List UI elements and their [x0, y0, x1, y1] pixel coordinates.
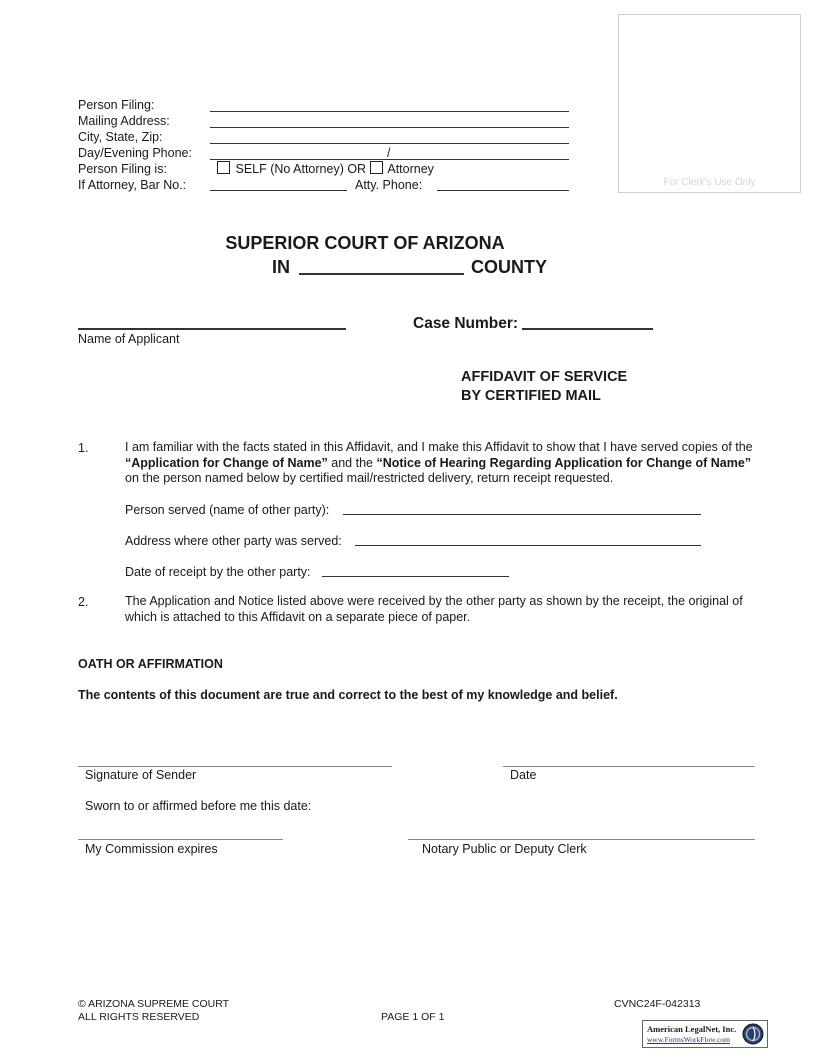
commission-label: My Commission expires [85, 842, 218, 856]
phone-separator: / [387, 146, 391, 160]
item1-bold-b: “Notice of Hearing Regarding Application for Change of Name” [376, 455, 752, 470]
date-receipt-field[interactable] [322, 576, 509, 577]
county-prefix: IN [272, 257, 290, 277]
mailing-address-label: Mailing Address: [78, 114, 170, 128]
person-filing-label: Person Filing: [78, 98, 155, 112]
item1-text-c: on the person named below by certified mail/restricted delivery, return receipt requested. [125, 471, 614, 485]
item1-text [125, 440, 755, 487]
item1-text-b: and the [327, 455, 377, 470]
sender-signature-label: Signature of Sender [85, 768, 197, 782]
item2-text: The Application and Notice listed above were received by the other party as shown by the receipt, the original of which is attached to this Affidavit on a separate piece of paper. [125, 594, 743, 624]
affidavit-title-line2: BY CERTIFIED MAIL [461, 388, 601, 404]
self-checkbox[interactable] [217, 161, 230, 174]
bar-number-field[interactable] [210, 190, 347, 191]
footer-rights: ALL RIGHTS RESERVED [78, 1011, 200, 1023]
county-line [272, 255, 290, 279]
affidavit-title [461, 368, 627, 406]
applicant-name-label: Name of Applicant [78, 332, 180, 346]
county-field[interactable] [299, 273, 464, 275]
address-served-label: Address where other party was served: [125, 534, 342, 548]
phone-label: Day/Evening Phone: [78, 146, 192, 160]
person-filing-field[interactable] [210, 111, 569, 112]
atty-phone-field[interactable] [437, 190, 569, 191]
footer-form-code: CVNC24F-042313 [614, 998, 701, 1010]
affidavit-title-line1: AFFIDAVIT OF SERVICE [461, 369, 628, 385]
date-signature-field[interactable] [503, 766, 755, 767]
footer-copyright: © ARIZONA SUPREME COURT [78, 998, 230, 1010]
date-receipt-label: Date of receipt by the other party: [125, 565, 311, 579]
case-number-label: Case Number: [413, 315, 519, 332]
city-state-zip-field[interactable] [210, 143, 569, 144]
notary-field[interactable] [408, 839, 755, 840]
sworn-label: Sworn to or affirmed before me this date: [85, 799, 312, 813]
notary-label: Notary Public or Deputy Clerk [422, 842, 587, 856]
case-number-field[interactable] [522, 328, 653, 330]
court-title: SUPERIOR COURT OF ARIZONA [225, 233, 505, 253]
atty-phone-label: Atty. Phone: [355, 178, 423, 192]
filing-status-options [217, 161, 434, 177]
item1-number: 1. [78, 441, 89, 455]
item1-text-a: I am familiar with the facts stated in this Affidavit, and I make this Affidavit to show that I have served copies of the [125, 440, 753, 454]
mailing-address-field[interactable] [210, 127, 569, 128]
logo-company: American LegalNet, Inc. [647, 1024, 737, 1034]
globe-icon [741, 1022, 765, 1046]
footer-page: PAGE 1 OF 1 [381, 1011, 445, 1023]
logo-url: www.FormsWorkFlow.com [647, 1035, 731, 1044]
city-state-zip-label: City, State, Zip: [78, 130, 163, 144]
attorney-checkbox[interactable] [370, 161, 383, 174]
county-suffix: COUNTY [471, 257, 547, 277]
person-filing-is-label: Person Filing is: [78, 162, 167, 176]
item1-bold-a: “Application for Change of Name” [125, 455, 328, 470]
person-served-field[interactable] [343, 514, 701, 515]
date-signature-label: Date [510, 768, 537, 782]
person-served-label: Person served (name of other party): [125, 503, 330, 517]
clerk-use-label: For Clerk's Use Only [663, 177, 756, 188]
item2-number: 2. [78, 595, 89, 609]
attorney-option-label: Attorney [387, 162, 434, 176]
address-served-field[interactable] [355, 545, 701, 546]
self-option-label: SELF (No Attorney) OR [235, 162, 367, 176]
oath-statement: The contents of this document are true and correct to the best of my knowledge and belief. [78, 688, 618, 702]
clerk-use-box [618, 14, 801, 193]
oath-heading: OATH OR AFFIRMATION [78, 657, 223, 671]
bar-number-label: If Attorney, Bar No.: [78, 178, 187, 192]
applicant-name-field[interactable] [78, 328, 346, 330]
legalnet-logo[interactable] [642, 1020, 768, 1048]
commission-field[interactable] [78, 839, 283, 840]
